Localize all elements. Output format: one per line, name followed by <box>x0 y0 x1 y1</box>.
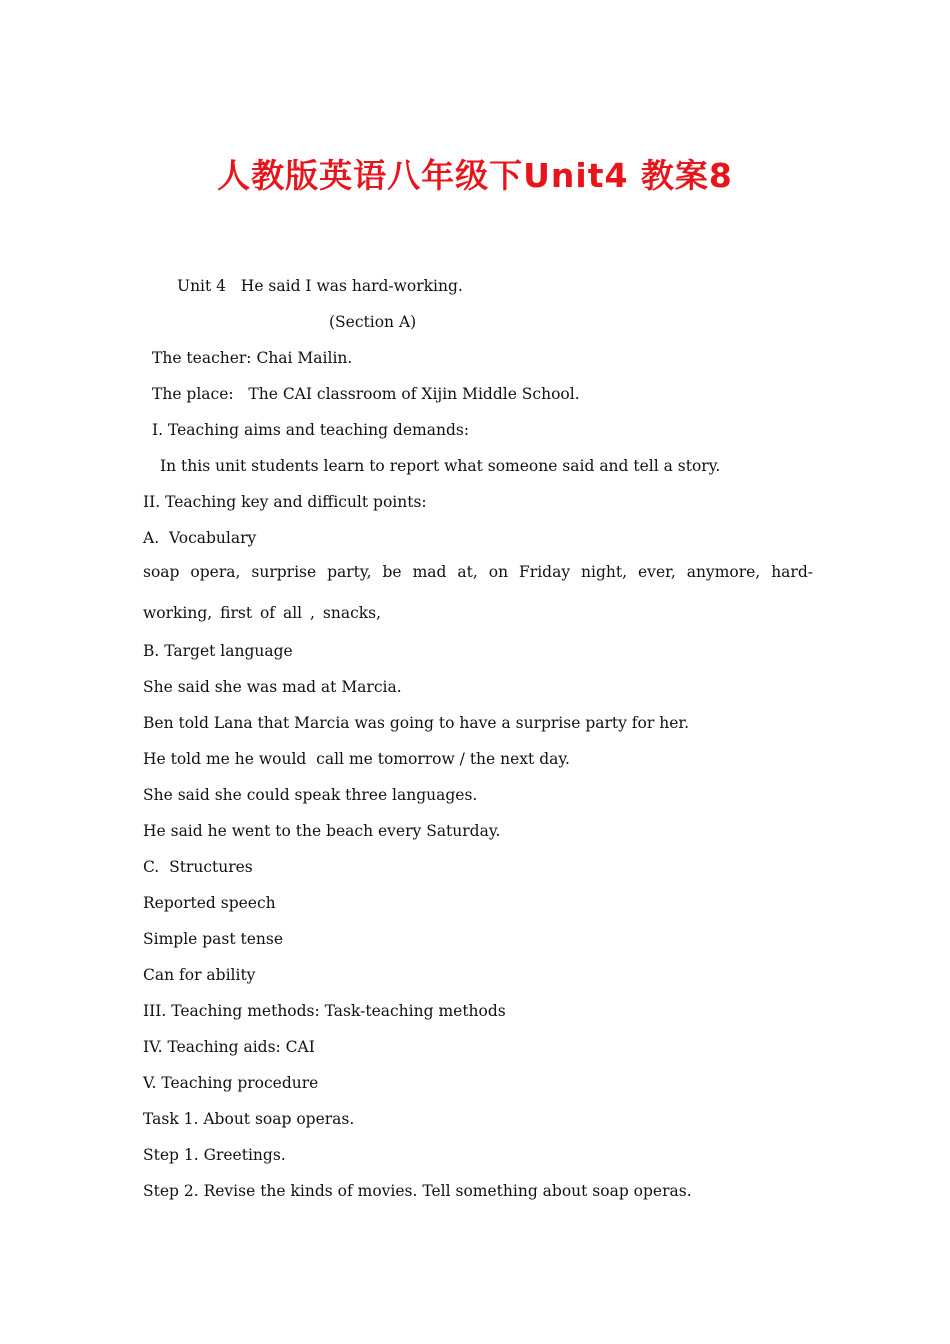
teacher-line: The teacher: Chai Mailin. <box>152 349 353 367</box>
aims-heading: I. Teaching aims and teaching demands: <box>152 421 470 439</box>
target-sentence-2: Ben told Lana that Marcia was going to have a surprise party for her. <box>143 714 689 732</box>
key-points-heading: II. Teaching key and difficult points: <box>143 493 427 511</box>
teaching-aids: IV. Teaching aids: CAI <box>143 1038 315 1056</box>
aims-text: In this unit students learn to report what someone said and tell a story. <box>160 457 721 475</box>
target-sentence-4: She said she could speak three languages. <box>143 786 478 804</box>
structure-item-2: Simple past tense <box>143 930 284 948</box>
structure-item-1: Reported speech <box>143 894 276 912</box>
target-sentence-1: She said she was mad at Marcia. <box>143 678 402 696</box>
procedure-heading: V. Teaching procedure <box>143 1074 319 1092</box>
task-1: Task 1. About soap operas. <box>143 1110 355 1128</box>
document-title: 人教版英语八年级下Unit4 教案8 <box>217 156 733 195</box>
vocabulary-heading: A. Vocabulary <box>143 529 257 547</box>
target-sentence-3: He told me he would call me tomorrow / the next day. <box>143 750 570 768</box>
place-line: The place: The CAI classroom of Xijin Middle School. <box>152 385 580 403</box>
structure-item-3: Can for ability <box>143 966 256 984</box>
step-2: Step 2. Revise the kinds of movies. Tell something about soap operas. <box>143 1182 692 1200</box>
unit-heading: Unit 4 He said I was hard-working. <box>177 277 463 295</box>
structures-heading: C. Structures <box>143 858 253 876</box>
step-1: Step 1. Greetings. <box>143 1146 286 1164</box>
target-language-heading: B. Target language <box>143 642 293 660</box>
vocabulary-text: soap opera, surprise party, be mad at, on Friday night, ever, anymore, hard-working, first of all , snacks, <box>143 563 813 622</box>
teaching-methods: III. Teaching methods: Task-teaching methods <box>143 1002 506 1020</box>
target-sentence-5: He said he went to the beach every Saturday. <box>143 822 501 840</box>
section-label: (Section A) <box>329 313 417 331</box>
